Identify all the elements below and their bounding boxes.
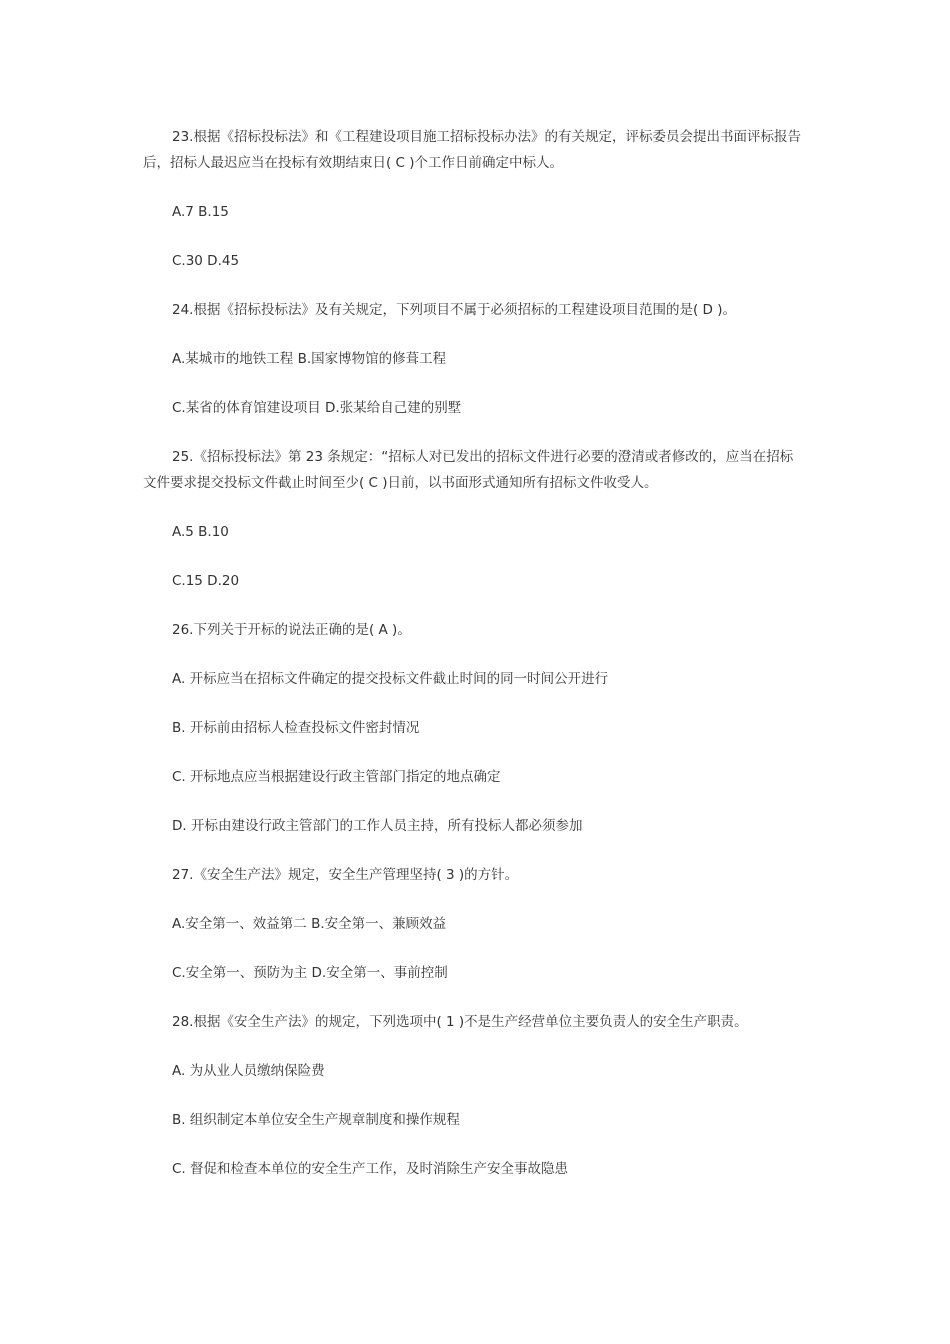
question-24-stem: 24.根据《招标投标法》及有关规定，下列项目不属于必须招标的工程建设项目范围的是( D )。 [172,302,736,318]
question-24-options-ab: A.某城市的地铁工程 B.国家博物馆的修葺工程 [172,351,447,367]
question-23-options-ab: A.7 B.15 [172,204,229,220]
question-25-stem: 25.《招标投标法》第 23 条规定：“招标人对已发出的招标文件进行必要的澄清或者修改的，应当在招标文件要求提交投标文件截止时间至少( C )日前，以书面形式通知所有招标文件收受人。 [143,449,794,491]
question-28-stem: 28.根据《安全生产法》的规定，下列选项中( 1 )不是生产经营单位主要负责人的安全生产职责。 [172,1014,748,1030]
question-27-options-cd: C.安全第一、预防为主 D.安全第一、事前控制 [172,965,448,981]
question-28-option-c: C. 督促和检查本单位的安全生产工作，及时消除生产安全事故隐患 [172,1161,569,1177]
question-26-option-d: D. 开标由建设行政主管部门的工作人员主持，所有投标人都必须参加 [172,818,583,834]
document-page [143,124,803,1205]
question-27-stem: 27.《安全生产法》规定，安全生产管理坚持( 3 )的方针。 [172,867,519,883]
question-25-options-cd: C.15 D.20 [172,573,240,589]
question-25-options-ab: A.5 B.10 [172,524,229,540]
question-26-option-b: B. 开标前由招标人检查投标文件密封情况 [172,720,420,736]
question-27-options-ab: A.安全第一、效益第二 B.安全第一、兼顾效益 [172,916,447,932]
question-23-options-cd: C.30 D.45 [172,253,240,269]
question-28-option-a: A. 为从业人员缴纳保险费 [172,1063,325,1079]
question-24-options-cd: C.某省的体育馆建设项目 D.张某给自己建的别墅 [172,400,462,416]
question-26-stem: 26.下列关于开标的说法正确的是( A )。 [172,622,411,638]
question-28-option-b: B. 组织制定本单位安全生产规章制度和操作规程 [172,1112,460,1128]
question-23-stem: 23.根据《招标投标法》和《工程建设项目施工招标投标办法》的有关规定，评标委员会提出书面评标报告后，招标人最迟应当在投标有效期结束日( C )个工作日前确定中标人。 [143,129,801,171]
question-26-option-c: C. 开标地点应当根据建设行政主管部门指定的地点确定 [172,769,501,785]
question-26-option-a: A. 开标应当在招标文件确定的提交投标文件截止时间的同一时间公开进行 [172,671,609,687]
